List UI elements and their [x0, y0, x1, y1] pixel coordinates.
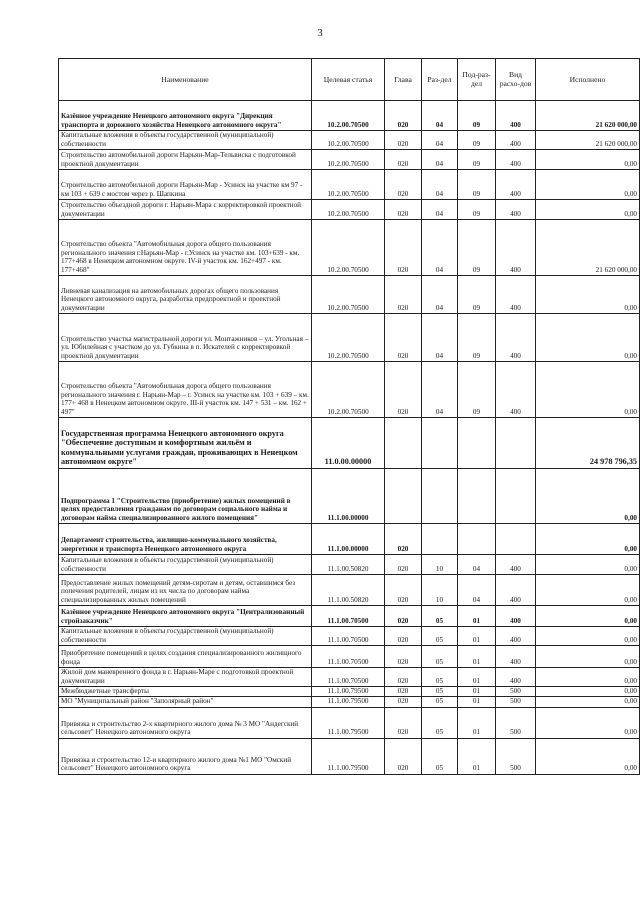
row-section-cell: 04 — [422, 276, 458, 314]
row-section-cell: 05 — [422, 627, 458, 646]
row-expense-type-cell: 500 — [496, 697, 536, 707]
row-name-cell: Приобретение помещений в целях создания специализированного жилищного фонда — [59, 646, 312, 668]
header-expense-type: Вид расхо-дов — [496, 59, 536, 101]
row-executed-cell: 0,00 — [536, 738, 640, 774]
row-target-article-cell: 10.2.00.70500 — [312, 131, 385, 150]
row-expense-type-cell: 500 — [496, 738, 536, 774]
row-name-cell: Межбюджетные трансферты — [59, 687, 312, 697]
row-expense-type-cell: 400 — [496, 200, 536, 220]
row-target-article-cell: 11.1.00.70500 — [312, 668, 385, 687]
row-chapter-cell: 020 — [385, 131, 422, 150]
row-executed-cell: 0,00 — [536, 555, 640, 575]
table-row — [59, 575, 640, 606]
row-subsection-cell: 09 — [458, 170, 496, 200]
table-row — [59, 555, 640, 575]
row-section-cell: 04 — [422, 101, 458, 131]
table-row — [59, 131, 640, 150]
row-subsection-cell: 09 — [458, 150, 496, 170]
row-expense-type-cell: 400 — [496, 314, 536, 362]
row-executed-cell: 0,00 — [536, 687, 640, 697]
row-executed-cell: 21 620 000,00 — [536, 101, 640, 131]
row-target-article-cell: 11.1.00.79500 — [312, 687, 385, 697]
row-subsection-cell: 04 — [458, 555, 496, 575]
row-subsection-cell: 09 — [458, 200, 496, 220]
row-executed-cell: 0,00 — [536, 606, 640, 627]
row-section-cell: 04 — [422, 131, 458, 150]
row-expense-type-cell: 500 — [496, 687, 536, 697]
row-executed-cell: 24 978 796,35 — [536, 418, 640, 469]
row-executed-cell: 0,00 — [536, 314, 640, 362]
row-executed-cell: 0,00 — [536, 200, 640, 220]
row-expense-type-cell: 400 — [496, 575, 536, 606]
row-section-cell: 04 — [422, 200, 458, 220]
row-expense-type-cell: 400 — [496, 627, 536, 646]
table-row — [59, 101, 640, 131]
row-chapter-cell: 020 — [385, 646, 422, 668]
table-row — [59, 220, 640, 276]
row-target-article-cell: 10.2.00.70500 — [312, 276, 385, 314]
row-chapter-cell: 020 — [385, 707, 422, 738]
table-row — [59, 276, 640, 314]
row-chapter-cell: 020 — [385, 314, 422, 362]
row-name-cell: Строительство объекта "Автомобильная дорога общего пользования регионального значения г.Нарьян-Мар - г.Усинск на участке км. 103+639 - км. 177+468 в Ненецком автономном округе. IV-й участок км. 162+497 - км. 177+468" — [59, 220, 312, 276]
row-executed-cell: 0,00 — [536, 668, 640, 687]
row-executed-cell: 0,00 — [536, 524, 640, 555]
row-chapter-cell: 020 — [385, 200, 422, 220]
row-executed-cell: 0,00 — [536, 707, 640, 738]
row-target-article-cell: 10.2.00.70500 — [312, 101, 385, 131]
row-expense-type-cell: 400 — [496, 362, 536, 418]
row-section-cell — [422, 469, 458, 524]
row-subsection-cell — [458, 418, 496, 469]
row-expense-type-cell: 400 — [496, 131, 536, 150]
row-name-cell: Строительство участка магистральной дороги ул. Монтажников – ул. Угольная – ул. Юбилейная с участком до ул. Губкина в п. Искателей с корректировкой проектной документации — [59, 314, 312, 362]
row-section-cell: 04 — [422, 314, 458, 362]
header-section: Раз-дел — [422, 59, 458, 101]
header-target-article: Целевая статья — [312, 59, 385, 101]
row-chapter-cell: 020 — [385, 220, 422, 276]
row-executed-cell: 0,00 — [536, 646, 640, 668]
row-chapter-cell: 020 — [385, 575, 422, 606]
row-section-cell: 04 — [422, 220, 458, 276]
row-name-cell: Ливневая канализация на автомобильных дорогах общего пользования Ненецкого автономного округа, разработка предпроектной и проектной документации — [59, 276, 312, 314]
row-subsection-cell: 09 — [458, 131, 496, 150]
row-subsection-cell — [458, 469, 496, 524]
header-subsection: Под-раз-дел — [458, 59, 496, 101]
row-chapter-cell: 020 — [385, 627, 422, 646]
row-executed-cell: 0,00 — [536, 150, 640, 170]
row-subsection-cell: 01 — [458, 646, 496, 668]
row-name-cell: Капитальные вложения в объекты государственной (муниципальной) собственности — [59, 131, 312, 150]
row-name-cell: Подпрограмма 1 "Строительство (приобретение) жилых помещений в целях предоставления гражданам по договорам социального найма и договорам найма специализированного жилого помещения" — [59, 469, 312, 524]
header-name: Наименование — [59, 59, 312, 101]
table-row — [59, 697, 640, 707]
row-target-article-cell: 11.1.00.00000 — [312, 524, 385, 555]
row-subsection-cell: 01 — [458, 697, 496, 707]
row-subsection-cell — [458, 524, 496, 555]
row-executed-cell: 0,00 — [536, 170, 640, 200]
row-chapter-cell — [385, 418, 422, 469]
row-chapter-cell: 020 — [385, 362, 422, 418]
row-expense-type-cell: 400 — [496, 606, 536, 627]
row-name-cell: МО "Муниципальный район "Заполярный район" — [59, 697, 312, 707]
row-expense-type-cell: 500 — [496, 707, 536, 738]
header-chapter: Глава — [385, 59, 422, 101]
row-expense-type-cell: 400 — [496, 668, 536, 687]
row-executed-cell: 0,00 — [536, 469, 640, 524]
row-executed-cell: 0,00 — [536, 627, 640, 646]
row-section-cell: 05 — [422, 707, 458, 738]
row-expense-type-cell — [496, 418, 536, 469]
table-row — [59, 314, 640, 362]
table-row — [59, 668, 640, 687]
budget-execution-table — [58, 58, 640, 775]
row-section-cell — [422, 524, 458, 555]
row-section-cell: 05 — [422, 738, 458, 774]
row-section-cell — [422, 418, 458, 469]
table-row — [59, 707, 640, 738]
row-section-cell: 05 — [422, 687, 458, 697]
row-name-cell: Капитальные вложения в объекты государственной (муниципальной) собственности — [59, 627, 312, 646]
row-executed-cell: 21 620 000,00 — [536, 131, 640, 150]
row-name-cell: Департамент строительства, жилищно-коммунального хозяйства, энергетики и транспорта Ненецкого автономного округа — [59, 524, 312, 555]
row-chapter-cell: 020 — [385, 697, 422, 707]
row-name-cell: Строительство объездной дороги г. Нарьян-Мара с корректировкой проектной документации — [59, 200, 312, 220]
row-executed-cell: 21 620 000,00 — [536, 220, 640, 276]
row-name-cell: Строительство объекта "Автомобильная дорога общего пользования регионального значения г. Нарьян-Мар – г. Усинск на участке км. 103 + 639 – км. 177+ 468 в Ненецком автономном округе. III-й участок км. 147 + 531 – км. 162 + 497" — [59, 362, 312, 418]
row-chapter-cell: 020 — [385, 555, 422, 575]
row-target-article-cell: 10.2.00.70500 — [312, 200, 385, 220]
row-expense-type-cell: 400 — [496, 555, 536, 575]
row-name-cell: Предоставление жилых помещений детям-сиротам и детям, оставшимся без попечения родителей, лицам из их числа по договорам найма специализированных жилых помещений — [59, 575, 312, 606]
row-expense-type-cell: 400 — [496, 101, 536, 131]
row-target-article-cell: 11.1.00.00000 — [312, 469, 385, 524]
row-chapter-cell: 020 — [385, 524, 422, 555]
row-chapter-cell: 020 — [385, 668, 422, 687]
row-section-cell: 10 — [422, 575, 458, 606]
table-row — [59, 362, 640, 418]
table-row — [59, 606, 640, 627]
row-subsection-cell: 01 — [458, 687, 496, 697]
row-expense-type-cell — [496, 469, 536, 524]
table-row — [59, 418, 640, 469]
row-section-cell: 04 — [422, 150, 458, 170]
row-chapter-cell: 020 — [385, 101, 422, 131]
row-expense-type-cell: 400 — [496, 276, 536, 314]
row-expense-type-cell — [496, 524, 536, 555]
table-header-row — [59, 59, 640, 101]
row-subsection-cell: 09 — [458, 101, 496, 131]
row-chapter-cell: 020 — [385, 687, 422, 697]
row-target-article-cell: 10.2.00.70500 — [312, 362, 385, 418]
row-name-cell: Казённое учреждение Ненецкого автономного округа "Дирекция транспорта и дорожного хозяйства Ненецкого автономного округа" — [59, 101, 312, 131]
row-subsection-cell: 09 — [458, 220, 496, 276]
row-chapter-cell: 020 — [385, 276, 422, 314]
row-executed-cell: 0,00 — [536, 575, 640, 606]
row-target-article-cell: 11.1.00.70500 — [312, 627, 385, 646]
row-subsection-cell: 01 — [458, 707, 496, 738]
row-target-article-cell: 11.0.00.00000 — [312, 418, 385, 469]
row-executed-cell: 0,00 — [536, 276, 640, 314]
row-name-cell: Государственная программа Ненецкого автономного округа "Обеспечение доступным и комфортным жильём и коммунальными услугами граждан, проживающих в Ненецком автономном округе" — [59, 418, 312, 469]
row-section-cell: 05 — [422, 668, 458, 687]
row-name-cell: Казённое учреждение Ненецкого автономного округа "Централизованный стройзаказчик" — [59, 606, 312, 627]
row-subsection-cell: 01 — [458, 738, 496, 774]
row-expense-type-cell: 400 — [496, 646, 536, 668]
row-name-cell: Привязка и строительство 2-х квартирного жилого дома № 3 МО "Андегский сельсовет" Ненецкого автономного округа — [59, 707, 312, 738]
row-target-article-cell: 11.1.00.70500 — [312, 606, 385, 627]
row-executed-cell: 0,00 — [536, 362, 640, 418]
row-target-article-cell: 11.1.00.50820 — [312, 575, 385, 606]
row-name-cell: Привязка и строительство 12-и квартирного жилого дома №1 МО "Омский сельсовет" Ненецкого автономного округа — [59, 738, 312, 774]
row-subsection-cell: 09 — [458, 276, 496, 314]
row-target-article-cell: 11.1.00.79500 — [312, 707, 385, 738]
row-target-article-cell: 10.2.00.70500 — [312, 314, 385, 362]
row-expense-type-cell: 400 — [496, 170, 536, 200]
row-target-article-cell: 11.1.00.50820 — [312, 555, 385, 575]
row-expense-type-cell: 400 — [496, 150, 536, 170]
row-chapter-cell: 020 — [385, 738, 422, 774]
table-row — [59, 646, 640, 668]
row-target-article-cell: 11.1.00.79500 — [312, 697, 385, 707]
row-target-article-cell: 10.2.00.70500 — [312, 150, 385, 170]
table-row — [59, 687, 640, 697]
row-chapter-cell: 020 — [385, 170, 422, 200]
row-subsection-cell: 09 — [458, 314, 496, 362]
row-target-article-cell: 10.2.00.70500 — [312, 220, 385, 276]
row-chapter-cell — [385, 469, 422, 524]
table-row — [59, 170, 640, 200]
table-row — [59, 627, 640, 646]
table-row — [59, 469, 640, 524]
row-subsection-cell: 01 — [458, 668, 496, 687]
row-target-article-cell: 10.2.00.70500 — [312, 170, 385, 200]
row-section-cell: 04 — [422, 170, 458, 200]
row-subsection-cell: 01 — [458, 606, 496, 627]
header-executed: Исполнено — [536, 59, 640, 101]
table-row — [59, 738, 640, 774]
page-number: 3 — [317, 27, 323, 39]
row-chapter-cell: 020 — [385, 606, 422, 627]
row-executed-cell: 0,00 — [536, 697, 640, 707]
row-subsection-cell: 01 — [458, 627, 496, 646]
row-name-cell: Жилой дом маневренного фонда в г. Нарьян-Маре с подготовкой проектной документации — [59, 668, 312, 687]
table-row — [59, 524, 640, 555]
row-expense-type-cell: 400 — [496, 220, 536, 276]
table-row — [59, 200, 640, 220]
row-section-cell: 05 — [422, 646, 458, 668]
row-section-cell: 10 — [422, 555, 458, 575]
row-name-cell: Строительство автомобильной дороги Нарьян-Мар-Тельвиска с подготовкой проектной документации — [59, 150, 312, 170]
row-target-article-cell: 11.1.00.79500 — [312, 738, 385, 774]
row-section-cell: 05 — [422, 697, 458, 707]
row-name-cell: Строительство автомобильной дороги Нарьян-Мар - Усинск на участке км 97 - км 103 + 639 с мостом через р. Шапкина — [59, 170, 312, 200]
row-subsection-cell: 09 — [458, 362, 496, 418]
table-row — [59, 150, 640, 170]
row-section-cell: 04 — [422, 362, 458, 418]
row-section-cell: 05 — [422, 606, 458, 627]
row-chapter-cell: 020 — [385, 150, 422, 170]
row-target-article-cell: 11.1.00.70500 — [312, 646, 385, 668]
row-subsection-cell: 04 — [458, 575, 496, 606]
row-name-cell: Капитальные вложения в объекты государственной (муниципальной) собственности — [59, 555, 312, 575]
